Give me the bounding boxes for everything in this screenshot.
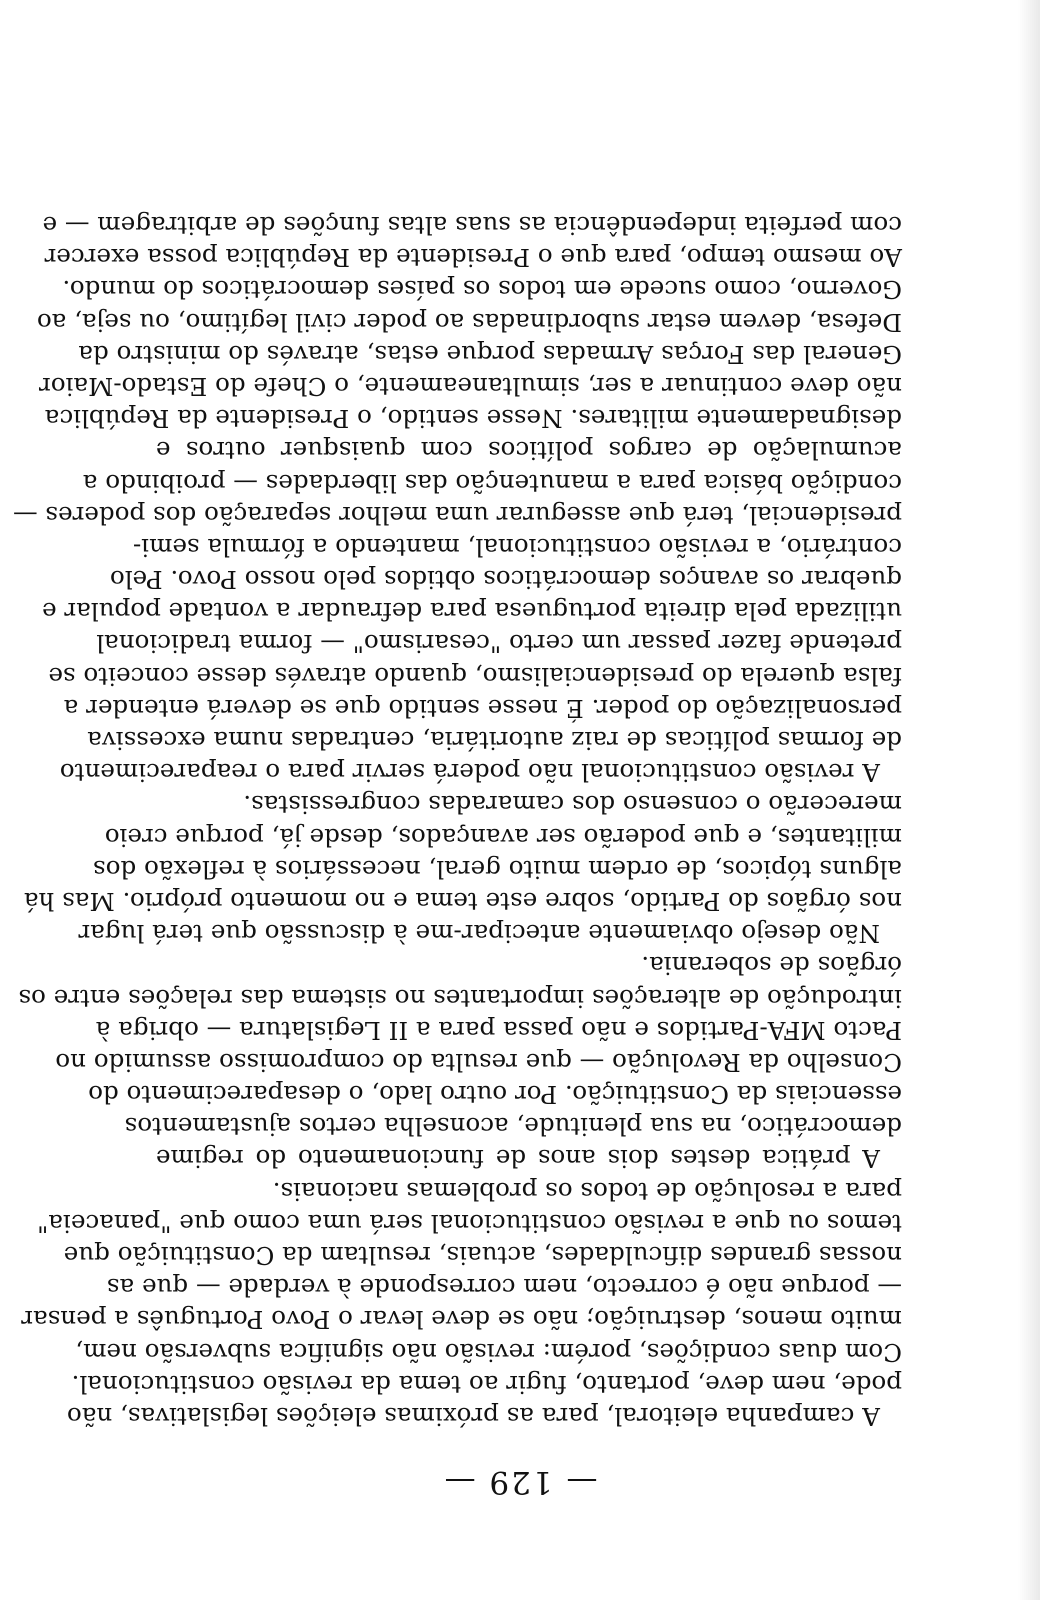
text-line: de formas políticas de raiz autoritária, centradas numa excessiva	[87, 726, 902, 756]
text-line: Com duas condições, porém: revisão não significa subversão nem,	[75, 1337, 902, 1367]
text-line: alguns tópicos, de ordem muito geral, necessários à reflexão dos	[93, 854, 902, 884]
text-line: A revisão constitucional não poderá servir para o reaparecimento	[59, 758, 880, 788]
text-line: quebrar os avanços democráticos obtidos pelo nosso Povo. Pelo	[109, 565, 902, 595]
text-line: militantes, e que poderão ser avançados, desde já, porque creio	[104, 822, 902, 852]
text-line: presidencial, terá que assegurar uma melhor separação dos poderes —	[13, 500, 902, 530]
text-line: merecerão o consenso dos camaradas congressistas.	[243, 790, 902, 820]
text-line: essenciais da Constituição. Por outro lado, o desaparecimento do	[88, 1080, 902, 1110]
text-line: designadamente militares. Nesse sentido, o Presidente da República	[44, 404, 902, 434]
text-line: pretende fazer passar um certo "cesarismo" — forma tradicional	[96, 629, 902, 659]
text-line: personalização do poder. É nesse sentido que se deverá entender a	[63, 693, 902, 723]
text-line: Ao mesmo tempo, para que o Presidente da República possa exercer	[44, 243, 902, 273]
text-line: órgãos de soberania.	[641, 951, 902, 981]
paragraph-2	[18, 949, 902, 1174]
text-line: — porque não é correcto, nem corresponde à verdade — que as	[106, 1273, 902, 1303]
text-line: Conselho da Revolução — que resulta do compromisso assumido no	[55, 1047, 902, 1077]
text-line: democrático, na sua plenitude, aconselha certos ajustamentos	[124, 1112, 902, 1142]
paragraph-1	[21, 1175, 902, 1433]
paragraph-3	[23, 788, 902, 949]
text-line: Governo, como sucede em todos os países democráticos do mundo.	[62, 275, 902, 305]
text-line: pode, nem deve, portanto, fugir ao tema da revisão constitucional.	[71, 1369, 902, 1399]
text-line: para a resolução de todos os problemas nacionais.	[272, 1176, 902, 1206]
text-line: contrário, a revisão constitucional, mantendo a fórmula semi-	[133, 532, 902, 562]
text-line: acumulação de cargos políticos com quaisquer outros e	[156, 436, 902, 466]
text-line: temos ou que a revisão constitucional será uma como que "panaceia"	[37, 1208, 902, 1238]
text-line: Pacto MFA-Partidos e não passa para a II Legislatura — obriga à	[95, 1015, 902, 1045]
page-number: — 129 —	[442, 1464, 598, 1500]
text-line: utilizada pela direita portuguesa para defraudar a vontade popular e	[42, 597, 902, 627]
text-line: falsa querela do presidencialismo, quando através desse conceito se	[48, 661, 902, 691]
text-line: nossas grandes dificuldades, actuais, resultam da Constituição que	[63, 1241, 902, 1271]
text-line: nos órgãos do Partido, sobre este tema e no momento próprio. Mas há	[23, 887, 902, 916]
text-line: Defesa, devem estar subordinadas ao poder civil legítimo, ou seja, ao	[36, 307, 902, 337]
text-line: A campanha eleitoral, para as próximas eleições legislativas, não	[66, 1402, 880, 1431]
text-line: muito menos, destruição; não se deve levar o Povo Português a pensar	[21, 1305, 902, 1335]
scan-edge-shadow	[1018, 0, 1040, 1600]
text-line: Não desejo obviamente antecipar-me à discussão que terá lugar	[78, 919, 880, 949]
text-line: A prática destes dois anos de funcionamento do regime	[156, 1144, 880, 1174]
body-text	[13, 209, 902, 1432]
text-line: General das Forças Armadas porque estas, através do ministro da	[78, 339, 902, 369]
text-line: com perfeita independência as suas altas funções de arbitragem — e	[42, 211, 902, 241]
text-line: introdução de alterações importantes no sistema das relações entre os	[18, 983, 902, 1013]
text-line: condição básica para a manutenção das liberdades — proibindo a	[82, 468, 902, 498]
text-line: não deve continuar a ser, simultaneamente, o Chefe do Estado-Maior	[39, 372, 902, 401]
paragraph-4	[13, 209, 902, 788]
